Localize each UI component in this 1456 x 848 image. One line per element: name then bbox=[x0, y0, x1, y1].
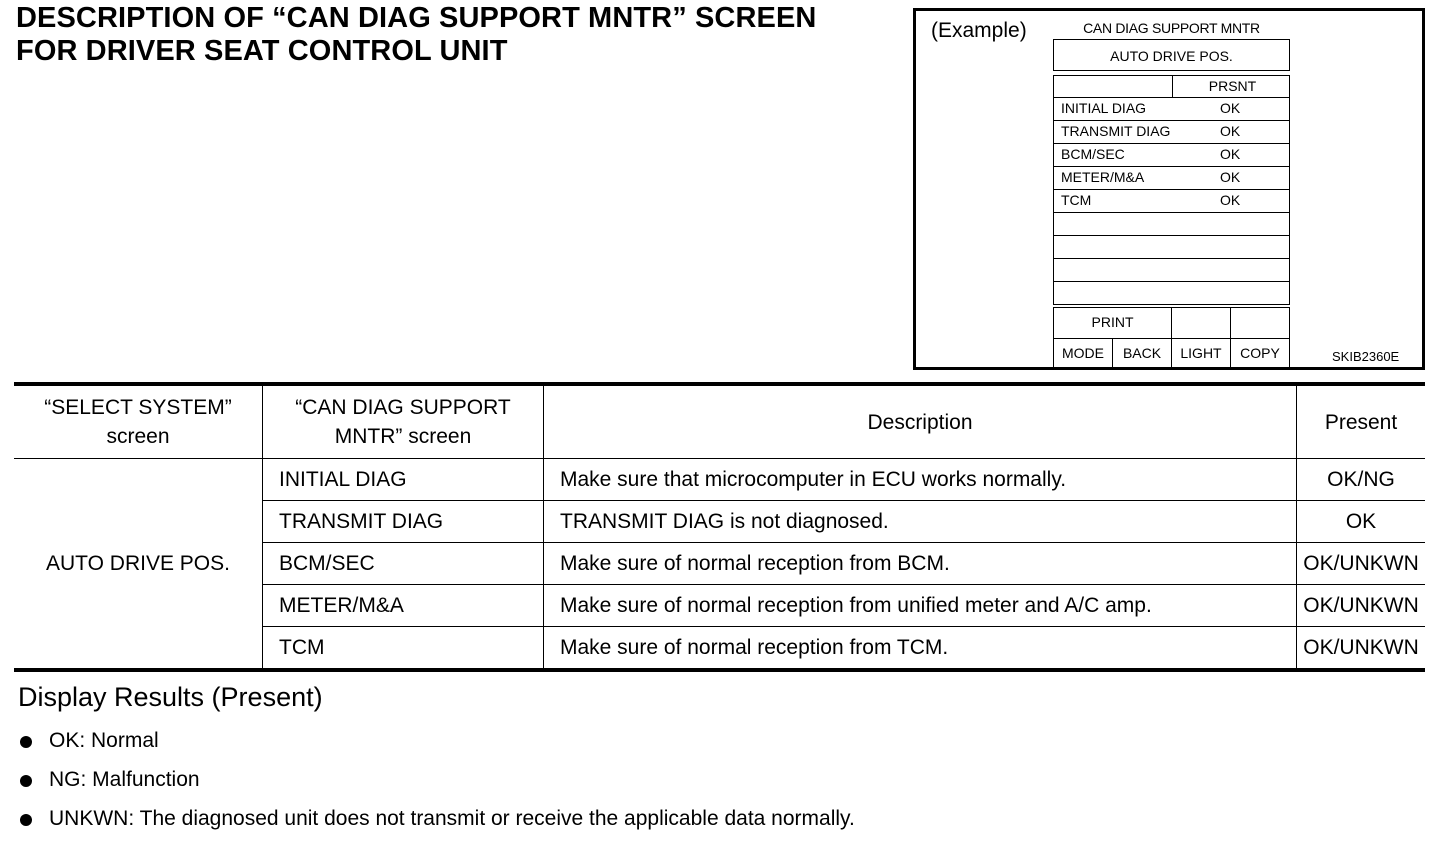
list-item-text: UNKWN: The diagnosed unit does not transmit or receive the applicable data normally. bbox=[49, 807, 855, 830]
table-row bbox=[14, 459, 1425, 501]
present-cell: OK/UNKWN bbox=[1297, 585, 1426, 627]
description-cell: Make sure of normal reception from unified meter and A/C amp. bbox=[544, 585, 1297, 627]
screen-row-item: METER/M&A bbox=[1061, 169, 1145, 185]
screen-row bbox=[1053, 98, 1290, 121]
screen-row-value: OK bbox=[1220, 192, 1241, 208]
header-can-diag: “CAN DIAG SUPPORT MNTR” screen bbox=[263, 384, 544, 459]
screen-row bbox=[1053, 144, 1290, 167]
description-cell: Make sure of normal reception from BCM. bbox=[544, 543, 1297, 585]
screen-empty-row bbox=[1053, 282, 1290, 305]
list-item bbox=[18, 765, 855, 804]
item-cell: INITIAL DIAG bbox=[263, 459, 544, 501]
screen-row-value: OK bbox=[1220, 100, 1241, 116]
back-button[interactable]: BACK bbox=[1113, 339, 1172, 368]
list-item-text: OK: Normal bbox=[49, 729, 159, 752]
screen-row-item: TRANSMIT DIAG bbox=[1061, 123, 1171, 139]
screen-blank-key bbox=[1231, 308, 1289, 338]
light-button[interactable]: LIGHT bbox=[1172, 339, 1231, 368]
header-present: Present bbox=[1297, 384, 1426, 459]
page-title-line-2: FOR DRIVER SEAT CONTROL UNIT bbox=[16, 35, 508, 67]
screen-blank-key bbox=[1172, 308, 1231, 338]
description-table bbox=[14, 382, 1425, 672]
screen-row bbox=[1053, 190, 1290, 213]
screen-row-item: TCM bbox=[1061, 192, 1092, 208]
description-cell: Make sure of normal reception from TCM. bbox=[544, 627, 1297, 671]
screen-row-item: BCM/SEC bbox=[1061, 146, 1125, 162]
present-cell: OK bbox=[1297, 501, 1426, 543]
screen-column-header-row bbox=[1053, 75, 1290, 98]
screen-title: CAN DIAG SUPPORT MNTR bbox=[1083, 20, 1260, 36]
description-cell: TRANSMIT DIAG is not diagnosed. bbox=[544, 501, 1297, 543]
screen-row-item: INITIAL DIAG bbox=[1061, 100, 1147, 116]
present-cell: OK/UNKWN bbox=[1297, 543, 1426, 585]
figure-code: SKIB2360E bbox=[1332, 349, 1400, 364]
results-title: Display Results (Present) bbox=[18, 682, 323, 712]
screen-system-name: AUTO DRIVE POS. bbox=[1053, 39, 1290, 71]
item-cell: TCM bbox=[263, 627, 544, 671]
bullet-icon bbox=[20, 736, 32, 748]
example-label: (Example) bbox=[931, 19, 1027, 42]
item-cell: METER/M&A bbox=[263, 585, 544, 627]
screen-row-value: OK bbox=[1220, 123, 1241, 139]
screen-row bbox=[1053, 121, 1290, 144]
screen-button-row bbox=[1053, 338, 1290, 369]
list-item-text: NG: Malfunction bbox=[49, 768, 200, 791]
results-list bbox=[18, 726, 855, 843]
example-figure bbox=[913, 8, 1425, 370]
page-title-line-1: DESCRIPTION OF “CAN DIAG SUPPORT MNTR” SCREEN bbox=[16, 2, 817, 34]
header-select-system: “SELECT SYSTEM” screen bbox=[14, 384, 263, 459]
item-cell: TRANSMIT DIAG bbox=[263, 501, 544, 543]
present-cell: OK/NG bbox=[1297, 459, 1426, 501]
screen-empty-row bbox=[1053, 236, 1290, 259]
print-button[interactable]: PRINT bbox=[1054, 308, 1172, 338]
consult-screen bbox=[1053, 17, 1290, 369]
system-name-cell: AUTO DRIVE POS. bbox=[14, 459, 263, 671]
bullet-icon bbox=[20, 775, 32, 787]
screen-empty-row bbox=[1053, 213, 1290, 236]
bullet-icon bbox=[20, 814, 32, 826]
screen-row-value: OK bbox=[1220, 146, 1241, 162]
copy-button[interactable]: COPY bbox=[1240, 345, 1280, 361]
page-title bbox=[16, 2, 816, 68]
list-item bbox=[18, 804, 855, 843]
table-header-row bbox=[14, 384, 1425, 459]
list-item bbox=[18, 726, 855, 765]
screen-row bbox=[1053, 167, 1290, 190]
screen-row-value: OK bbox=[1220, 169, 1241, 185]
header-description: Description bbox=[544, 384, 1297, 459]
mode-button[interactable]: MODE bbox=[1054, 339, 1113, 368]
description-cell: Make sure that microcomputer in ECU works normally. bbox=[544, 459, 1297, 501]
screen-empty-row bbox=[1053, 259, 1290, 282]
screen-print-row bbox=[1053, 307, 1290, 338]
item-cell: BCM/SEC bbox=[263, 543, 544, 585]
present-cell: OK/UNKWN bbox=[1297, 627, 1426, 671]
screen-column-header: PRSNT bbox=[1172, 76, 1292, 97]
